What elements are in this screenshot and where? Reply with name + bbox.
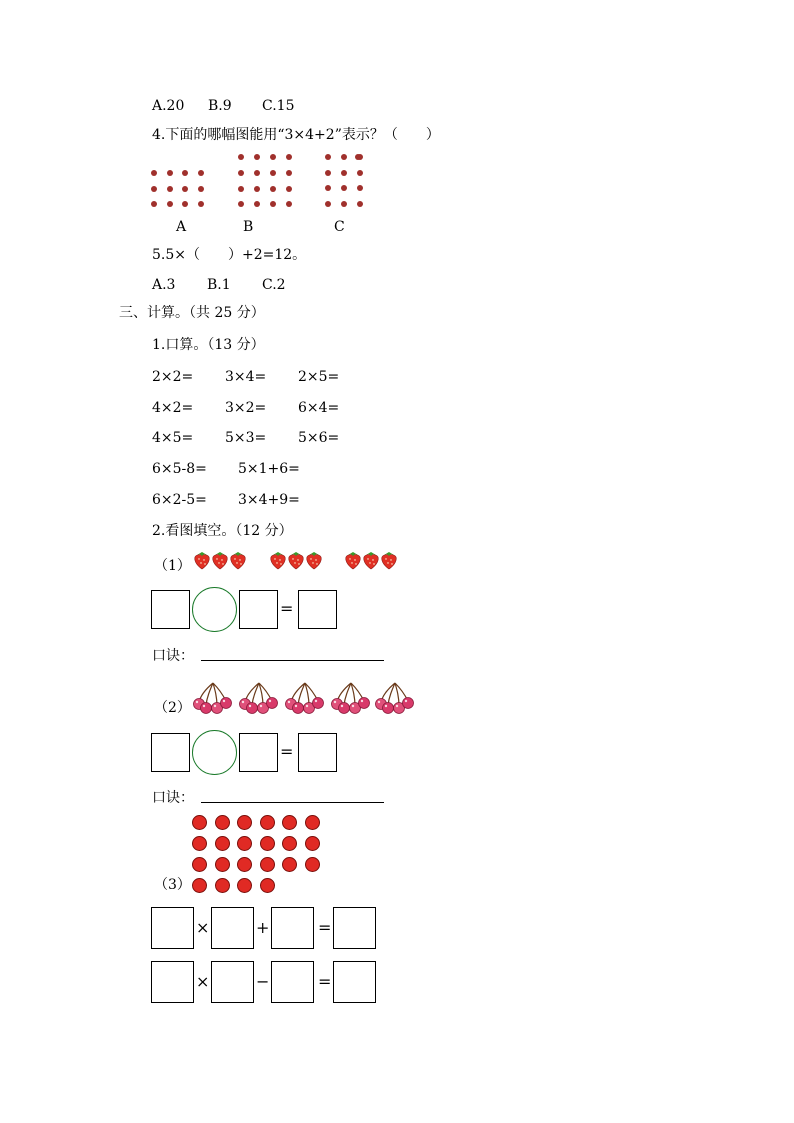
times-sign: × (196, 918, 210, 937)
dot (357, 201, 363, 207)
section-title: 三、计算。（共 25 分） (119, 305, 265, 321)
figure-label-b: B (243, 219, 254, 235)
dot (341, 170, 347, 176)
dot (270, 154, 276, 160)
calc-item: 6×4= (298, 400, 340, 416)
dot (341, 185, 347, 191)
red-ball-icon (215, 878, 230, 893)
red-ball-icon (192, 815, 207, 830)
koujue-label: 口诀： (152, 648, 194, 664)
strawberry-icon (287, 550, 305, 574)
calc-item: 3×2= (225, 400, 267, 416)
answer-box[interactable] (333, 961, 376, 1003)
calc-item: 3×4+9= (238, 492, 300, 508)
answer-box[interactable] (151, 961, 194, 1003)
dot (198, 170, 204, 176)
problem-3-label: （3） (154, 877, 191, 893)
koujue-answer-line[interactable] (201, 802, 384, 803)
strawberry-icon (362, 550, 380, 574)
equals-sign: = (280, 742, 294, 761)
calc-item: 2×5= (298, 369, 340, 385)
answer-box[interactable] (239, 590, 278, 629)
dot (357, 185, 363, 191)
red-ball-icon (282, 815, 297, 830)
red-ball-icon (305, 815, 320, 830)
red-ball-icon (192, 836, 207, 851)
dot (238, 186, 244, 192)
dot (151, 170, 157, 176)
dot (341, 201, 347, 207)
dot (341, 154, 347, 160)
equals-sign: = (318, 918, 332, 937)
red-ball-icon (260, 878, 275, 893)
problem-1-label: （1） (154, 558, 191, 574)
subsection-fill-in: 2.看图填空。（12 分） (152, 523, 293, 539)
calc-item: 4×2= (152, 400, 194, 416)
q4-text: 4.下面的哪幅图能用“3×4+2”表示？（ ） (152, 127, 440, 143)
cherry-bunch-icon (237, 680, 281, 718)
answer-box[interactable] (151, 733, 190, 772)
strawberry-icon (269, 550, 287, 574)
koujue-label: 口诀： (152, 790, 194, 806)
red-ball-icon (282, 857, 297, 872)
koujue-answer-line[interactable] (201, 660, 384, 661)
answer-box[interactable] (239, 733, 278, 772)
red-ball-icon (282, 836, 297, 851)
dot (167, 186, 173, 192)
strawberry-icon (193, 550, 211, 574)
dot (182, 186, 188, 192)
calc-item: 5×6= (298, 430, 340, 446)
answer-box[interactable] (298, 590, 337, 629)
dot (198, 186, 204, 192)
red-ball-icon (215, 857, 230, 872)
dot (254, 154, 260, 160)
dot (182, 170, 188, 176)
cherry-bunch-icon (329, 680, 373, 718)
answer-box[interactable] (211, 907, 254, 949)
calc-item: 3×4= (225, 369, 267, 385)
dot (238, 201, 244, 207)
dot (254, 170, 260, 176)
answer-box[interactable] (333, 907, 376, 949)
dot (167, 201, 173, 207)
strawberry-icon (305, 550, 323, 574)
answer-box[interactable] (151, 907, 194, 949)
red-ball-icon (237, 878, 252, 893)
dot (325, 201, 331, 207)
calc-item: 6×2-5= (152, 492, 207, 508)
dot (286, 154, 292, 160)
dot (270, 201, 276, 207)
red-ball-icon (305, 836, 320, 851)
dot (325, 154, 331, 160)
strawberry-icon (344, 550, 362, 574)
dot (286, 201, 292, 207)
cherry-bunch-icon (283, 680, 327, 718)
dot (238, 154, 244, 160)
operator-circle[interactable] (192, 730, 237, 775)
equals-sign: = (280, 599, 294, 618)
equals-sign: = (318, 972, 332, 991)
operator-circle[interactable] (192, 587, 237, 632)
q3-option-a: A.20 (152, 98, 185, 114)
red-ball-icon (215, 815, 230, 830)
q3-option-c: C.15 (262, 98, 295, 114)
times-sign: × (196, 972, 210, 991)
problem-2-label: （2） (154, 700, 191, 716)
dot (151, 186, 157, 192)
dot (286, 170, 292, 176)
answer-box[interactable] (298, 733, 337, 772)
q5-text: 5.5×（ ）+2=12。 (152, 247, 307, 263)
dot (182, 201, 188, 207)
calc-item: 4×5= (152, 430, 194, 446)
answer-box[interactable] (211, 961, 254, 1003)
red-ball-icon (305, 857, 320, 872)
plus-sign: + (256, 918, 270, 937)
dot (355, 154, 361, 160)
dot (270, 186, 276, 192)
red-ball-icon (192, 857, 207, 872)
dot (357, 170, 363, 176)
cherry-bunch-icon (373, 680, 417, 718)
calc-item: 2×2= (152, 369, 194, 385)
q5-option-c: C.2 (262, 277, 286, 293)
strawberry-icon (211, 550, 229, 574)
red-ball-icon (192, 878, 207, 893)
q5-option-a: A.3 (152, 277, 176, 293)
calc-item: 5×3= (225, 430, 267, 446)
dot (167, 170, 173, 176)
answer-box[interactable] (271, 907, 314, 949)
answer-box[interactable] (151, 590, 190, 629)
calc-item: 6×5-8= (152, 461, 207, 477)
dot (254, 201, 260, 207)
figure-label-a: A (176, 219, 187, 235)
cherry-bunch-icon (191, 680, 235, 718)
red-ball-icon (237, 857, 252, 872)
strawberry-icon (229, 550, 247, 574)
minus-sign: − (256, 972, 270, 991)
figure-label-c: C (334, 219, 345, 235)
dot (238, 170, 244, 176)
red-ball-icon (237, 836, 252, 851)
dot (151, 201, 157, 207)
red-ball-icon (260, 857, 275, 872)
red-ball-icon (237, 815, 252, 830)
dot (325, 185, 331, 191)
strawberry-icon (380, 550, 398, 574)
red-ball-icon (215, 836, 230, 851)
red-ball-icon (260, 836, 275, 851)
dot (286, 186, 292, 192)
red-ball-icon (260, 815, 275, 830)
subsection-oral-calc: 1.口算。（13 分） (152, 337, 265, 353)
calc-item: 5×1+6= (238, 461, 300, 477)
dot (270, 170, 276, 176)
answer-box[interactable] (271, 961, 314, 1003)
q3-option-b: B.9 (208, 98, 232, 114)
dot (325, 170, 331, 176)
q5-option-b: B.1 (207, 277, 231, 293)
dot (254, 186, 260, 192)
dot (198, 201, 204, 207)
